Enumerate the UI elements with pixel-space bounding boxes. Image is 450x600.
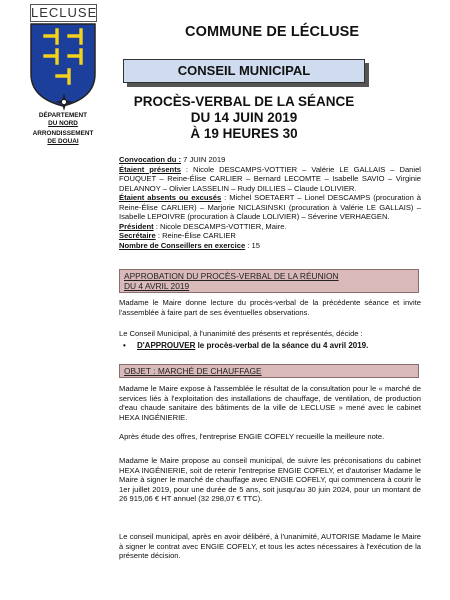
bullet-icon: • bbox=[123, 341, 126, 350]
president-line bbox=[119, 222, 421, 232]
approbation-paragraph: Madame le Maire donne lecture du procès-verbal de la précédente séance et invite l'assemblée à faire part de ses éventuelles observations. bbox=[119, 298, 421, 317]
crest-name-banner: LECLUSE bbox=[31, 5, 98, 20]
council-heading: CONSEIL MUNICIPAL bbox=[123, 59, 365, 83]
title-line: PROCÈS-VERBAL DE LA SÉANCE bbox=[133, 94, 355, 109]
department-line: DE DOUAI bbox=[47, 138, 79, 145]
proces-verbal-title bbox=[123, 94, 365, 142]
president-label: Président bbox=[119, 221, 154, 231]
president-value: : Nicole DESCAMPS-VOTTIER, Maire. bbox=[153, 221, 287, 231]
meeting-metadata bbox=[119, 155, 421, 250]
chauffage-paragraph-4: Le conseil municipal, après en avoir délibéré, à l'unanimité, AUTORISE Madame le Maire à signer le contrat avec ENGIE COFELY, et tous les actes nécessaires à l'exécution de la présente décision. bbox=[119, 532, 421, 561]
presents-line bbox=[119, 165, 421, 194]
convocation-label: Convocation du : bbox=[119, 155, 182, 164]
department-line: DU NORD bbox=[48, 120, 78, 127]
presents-value: : Nicole DESCAMPS-VOTTIER – Valérie LE GALLAIS – Daniel FOUQUET – Reine-Élise CARLIER – Bernard LECOMTE – Isabelle SAVIO – Virginie DELANNOY – Olivier LASSELIN – Rudy DILLIES – Claude LOLIVIER. bbox=[119, 164, 421, 193]
convocation-line bbox=[119, 155, 421, 165]
secretaire-line bbox=[119, 231, 421, 241]
decision-bullet bbox=[119, 341, 421, 351]
title-line: À 19 HEURES 30 bbox=[190, 126, 298, 141]
chauffage-paragraph-3: Madame le Maire propose au conseil municipal, de suivre les préconisations du cabinet HEXA INGÉNIERIE, soit de retenir l'entreprise ENGIE COFELY, et d'autoriser Madame le Maire à signer le marché de chauffage avec ENGIE COFELY, qui commencera à courir le 1er juillet 2019, pour une durée de 5 ans, soit jusqu'au 30 juin 2024, pour un montant de 26 915,06 € HT annuel (32 298,07 € TTC). bbox=[119, 456, 421, 504]
section-heading-line: APPROBATION DU PROCÈS-VERBAL DE LA RÉUNION bbox=[124, 271, 339, 281]
nombre-line bbox=[119, 241, 421, 251]
title-line: DU 14 JUIN 2019 bbox=[190, 110, 298, 125]
section-approbation-heading bbox=[119, 269, 419, 293]
absents-line bbox=[119, 193, 421, 222]
bullet-keyword: D'APPROUVER bbox=[137, 341, 196, 350]
bullet-text: le procès-verbal de la séance du 4 avril 2019. bbox=[195, 341, 369, 350]
decision-paragraph: Le Conseil Municipal, à l'unanimité des présents et représentés, décide : bbox=[119, 329, 363, 338]
chauffage-paragraph-2: Après étude des offres, l'entreprise ENGIE COFELY recueille la meilleure note. bbox=[119, 432, 385, 441]
absents-value: : Michel SOETAERT – Lionel DESCAMPS (procuration à Reine-Élise CARLIER) – Marjorie NICLASINSKI (procuration à Valérie LE GALLAIS) – Isabelle LEPOIVRE (procuration à Claude LOLIVIER) – Séverine VERHAEGEN. bbox=[119, 193, 421, 221]
department-label bbox=[8, 112, 118, 146]
cross-decoration-icon bbox=[54, 92, 74, 112]
department-line: DÉPARTEMENT bbox=[38, 112, 88, 119]
nombre-label: Nombre de Conseillers en exercice bbox=[119, 240, 246, 250]
chauffage-paragraph-1: Madame le Maire expose à l'assemblée le résultat de la consultation pour le « marché de services liés à l'exploitation des installations de chauffage, de ventilation, de production d'eau chaude sanitaire des bâtiments de la ville de LECLUSE » mené avec le cabinet HEXA INGÉNIERIE. bbox=[119, 384, 421, 422]
commune-title: COMMUNE DE LÉCLUSE bbox=[185, 24, 360, 40]
absents-label: Étaient absents ou excusés bbox=[119, 193, 222, 202]
section-chauffage-heading: OBJET : MARCHÉ DE CHAUFFAGE bbox=[119, 364, 419, 378]
presents-label: Étaient présents bbox=[119, 164, 181, 174]
convocation-value: 7 JUIN 2019 bbox=[181, 155, 226, 164]
section-heading-line: DU 4 AVRIL 2019 bbox=[124, 281, 190, 291]
secretaire-label: Secrétaire bbox=[119, 231, 156, 240]
department-line: ARRONDISSEMENT bbox=[32, 130, 94, 137]
nombre-value: : 15 bbox=[245, 240, 260, 250]
secretaire-value: : Reine-Élise CARLIER bbox=[155, 231, 236, 240]
